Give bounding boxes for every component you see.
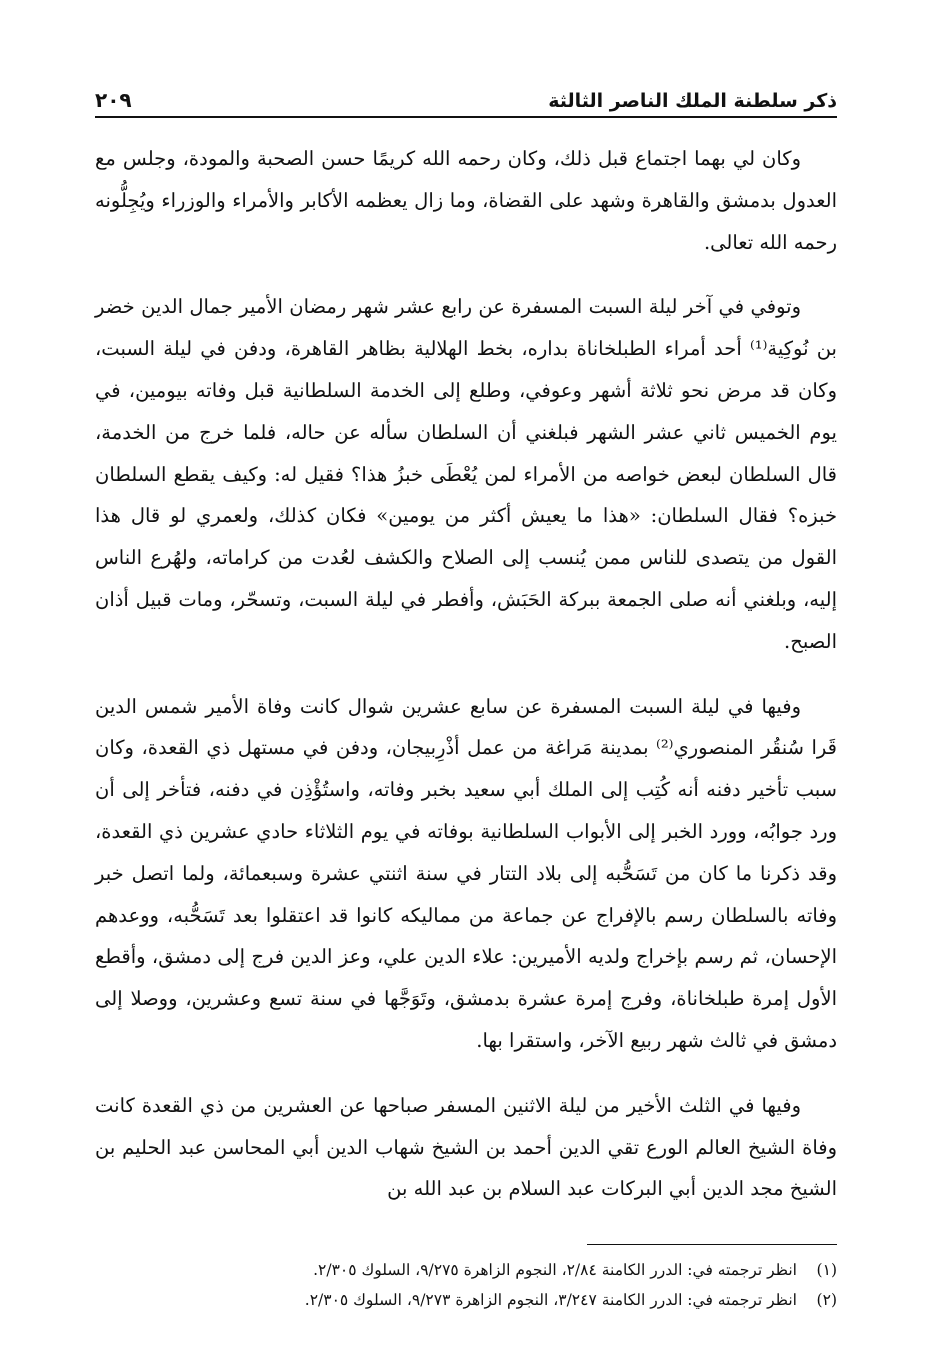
footnote-1 bbox=[95, 1255, 837, 1285]
footnote-2 bbox=[95, 1285, 837, 1315]
paragraph-2: وتوفي في آخر ليلة السبت المسفرة عن رابع عشر شهر رمضان الأمير جمال الدين خضر بن نُوكِية⁽¹⁾ أحد أمراء الطبلخاناة بداره، بخط الهلالية بظاهر القاهرة، ودفن في ليلة السبت، وكان قد مرض نحو ثلاثة أشهر وعوفي، وطلع إلى الخدمة السلطانية قبل وفاته بيومين، في يوم الخميس ثاني عشر الشهر فبلغني أن السلطان سأله عن حاله، فلما خرج من الخدمة، قال السلطان لبعض خواصه من الأمراء لمن يُعْطَى خبزُ هذا؟ فقيل له: وكيف يقطع السلطان خبزه؟ فقال السلطان: «هذا ما يعيش أكثر من يومين» فكان كذلك، ولعمري لو قال هذا القول من يتصدى للناس ممن يُنسب إلى الصلاح والكشف لعُدت من كراماته، ولهُرع الناس إليه، وبلغني أنه صلى الجمعة ببركة الحَبَش، وأفطر في ليلة السبت، وتسحّر، ومات قبيل أذان الصبح. bbox=[95, 295, 837, 653]
footnote-divider bbox=[587, 1244, 837, 1245]
footnote-number: (١) bbox=[816, 1261, 837, 1279]
footnote-number: (٢) bbox=[816, 1291, 837, 1309]
footnote-text: انظر ترجمته في: الدرر الكامنة ٢/٨٤، النجوم الزاهرة ٩/٢٧٥، السلوك ٢/٣٠٥. bbox=[313, 1261, 797, 1279]
paragraph-1: وكان لي بهما اجتماع قبل ذلك، وكان رحمه الله كريمًا حسن الصحبة والمودة، وجلس مع العدول بدمشق والقاهرة وشهد على القضاة، وما زال يعظمه الأكابر والأمراء والوزراء ويُجِلُّونه رحمه الله تعالى. bbox=[95, 147, 837, 254]
page-number: ٢٠٩ bbox=[95, 88, 132, 112]
footnote-text: انظر ترجمته في: الدرر الكامنة ٣/٢٤٧، النجوم الزاهرة ٩/٢٧٣، السلوك ٢/٣٠٥. bbox=[304, 1291, 797, 1309]
paragraph-4: وفيها في الثلث الأخير من ليلة الاثنين المسفر صباحها عن العشرين من ذي القعدة كانت وفاة الشيخ العالم الورع تقي الدين أحمد بن الشيخ شهاب الدين أبي المحاسن عبد الحليم بن الشيخ مجد الدين أبي البركات عبد السلام بن عبد الله بن bbox=[95, 1093, 837, 1201]
main-text bbox=[95, 138, 837, 1233]
page-header bbox=[95, 78, 837, 118]
paragraph-3: وفيها في ليلة السبت المسفرة عن سابع عشرين شوال كانت وفاة الأمير شمس الدين قَرا سُنقُر المنصوري⁽²⁾ بمدينة مَراغة من عمل أذْرِبيجان، ودفن في مستهل ذي القعدة، وكان سبب تأخير دفنه أنه كُتِب إلى الملك أبي سعيد بخبر وفاته، واستُؤْذِن في دفنه، فتأخر إلى أن ورد جوابُه، وورد الخبر إلى الأبواب السلطانية بوفاته في يوم الثلاثاء حادي عشرين ذي القعدة، وقد ذكرنا ما كان من تَسَحُّبه إلى بلاد التتار في سنة اثنتي عشرة وسبعمائة، ولما اتصل خبر وفاته بالسلطان رسم بالإفراج عن جماعة من مماليكه كانوا قد اعتقلوا بعد تَسَحُّبه، ووعدهم الإحسان، ثم رسم بإخراج ولديه الأميرين: علاء الدين علي، وعز الدين فرج إلى دمشق، وأقطع الأول إمرة طبلخاناة، وفرج إمرة عشرة بدمشق، وتَوَجَّها في سنة تسع وعشرين، ووصلا إلى دمشق في ثالث شهر ربيع الآخر، واستقرا بها. bbox=[95, 694, 837, 1052]
footnotes bbox=[95, 1244, 837, 1315]
running-title: ذكر سلطنة الملك الناصر الثالثة bbox=[548, 90, 837, 112]
